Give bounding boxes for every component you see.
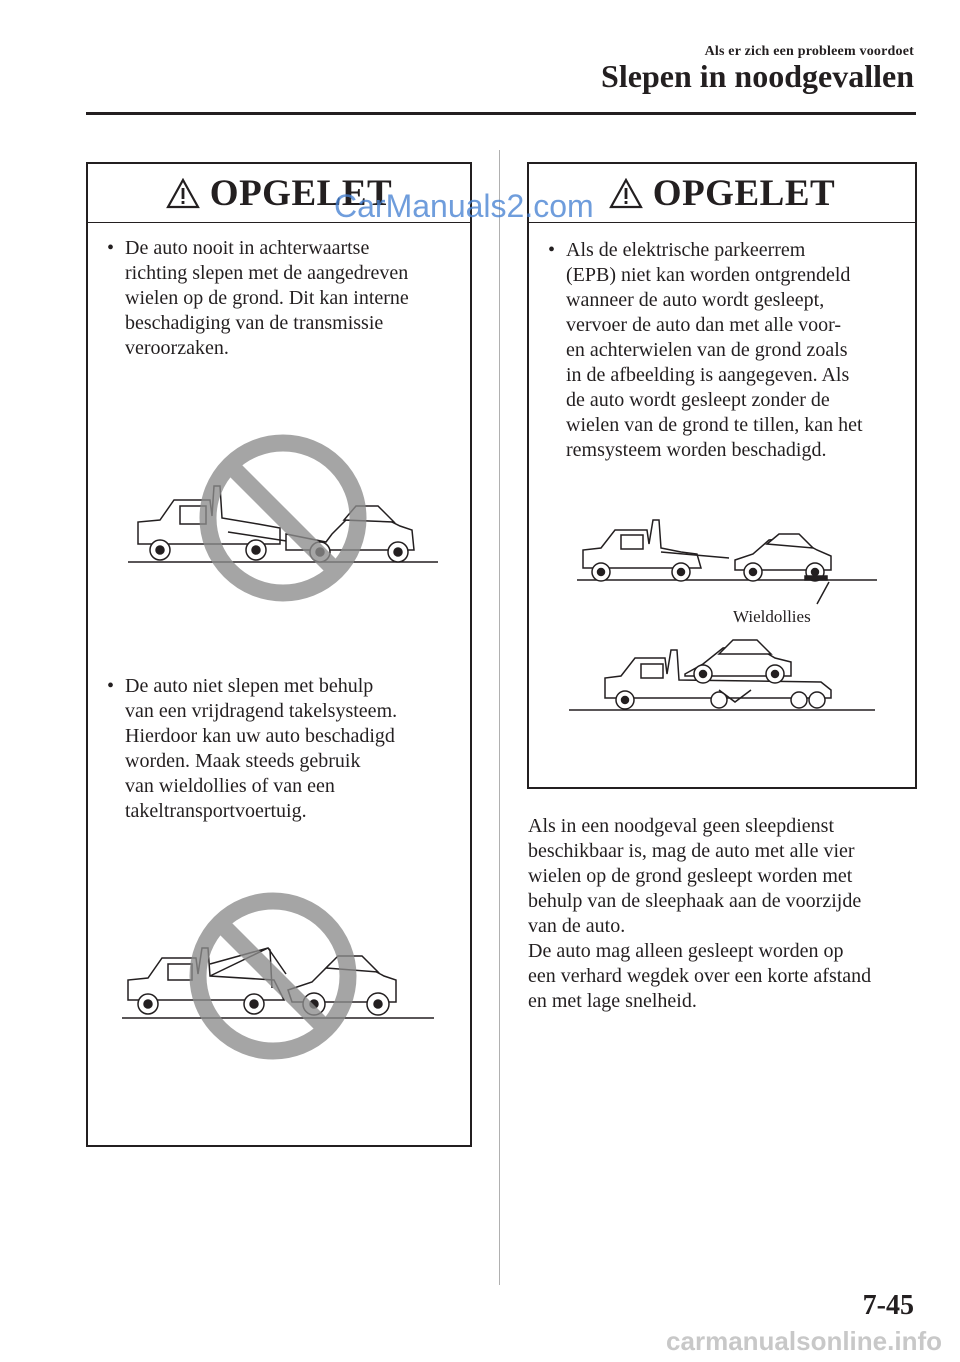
- header-rule: [86, 112, 916, 115]
- bullet-text: De auto nooit in achterwaartse richting slepen met de aangedreven wielen op de grond. Dit kan interne beschadiging van de transmissie veroorzaken.: [125, 237, 409, 359]
- dollies-flatbed-illustration: [569, 514, 889, 724]
- caution-bullet: [107, 236, 467, 361]
- caution-box-left: [86, 162, 472, 1147]
- warning-triangle-icon: [166, 178, 200, 209]
- bullet-text: De auto niet slepen met behulp van een vrijdragend takelsysteem. Hierdoor kan uw auto beschadigd worden. Maak steeds gebruik van wieldollies of van een takeltransportvoertuig.: [125, 675, 398, 822]
- caution-label: OPGELET: [652, 172, 836, 214]
- body-paragraph: Als in een noodgeval geen sleepdienst beschikbaar is, mag de auto met alle vier wielen op de grond gesleept worden met behulp van de sleephaak aan de voorzijde van de auto. De auto mag alleen gesleept worden op een verhard wegdek over een korte afstand en met lage snelheid.: [528, 815, 872, 1012]
- page-number: 7-45: [862, 1290, 914, 1321]
- section-title: Slepen in noodgevallen: [601, 58, 914, 94]
- caution-bullet: [548, 238, 914, 463]
- crane-tow-illustration-prohibited: [108, 864, 458, 1064]
- watermark-top: CarManuals2.com: [334, 188, 594, 224]
- bullet-marker: •: [107, 237, 115, 259]
- warning-triangle-icon: [609, 178, 643, 209]
- bullet-marker: •: [107, 675, 115, 697]
- prohibited-sign-icon: [208, 443, 358, 593]
- caution-box-right: [527, 162, 917, 789]
- caution-bullet: [107, 674, 467, 824]
- bullet-text: Als de elektrische parkeerrem (EPB) niet kan worden ontgrendeld wanneer de auto wordt gesleept, vervoer de auto dan met alle voor- en achterwielen van de grond zoals in de afbeelding is aangegeven. Als de auto wordt gesleept zonder de wielen van de grond te tillen, kan het remsysteem worden beschadigd.: [566, 239, 863, 461]
- tow-illustration-prohibited: [108, 426, 458, 606]
- watermark-bottom: carmanualsonline.info: [666, 1326, 942, 1356]
- bullet-marker: •: [548, 239, 556, 261]
- figure-label: Wieldollies: [733, 607, 811, 626]
- column-divider: [499, 150, 500, 1285]
- chapter-subtitle: Als er zich een probleem voordoet: [704, 44, 914, 59]
- caution-label: OPGELET: [209, 172, 393, 214]
